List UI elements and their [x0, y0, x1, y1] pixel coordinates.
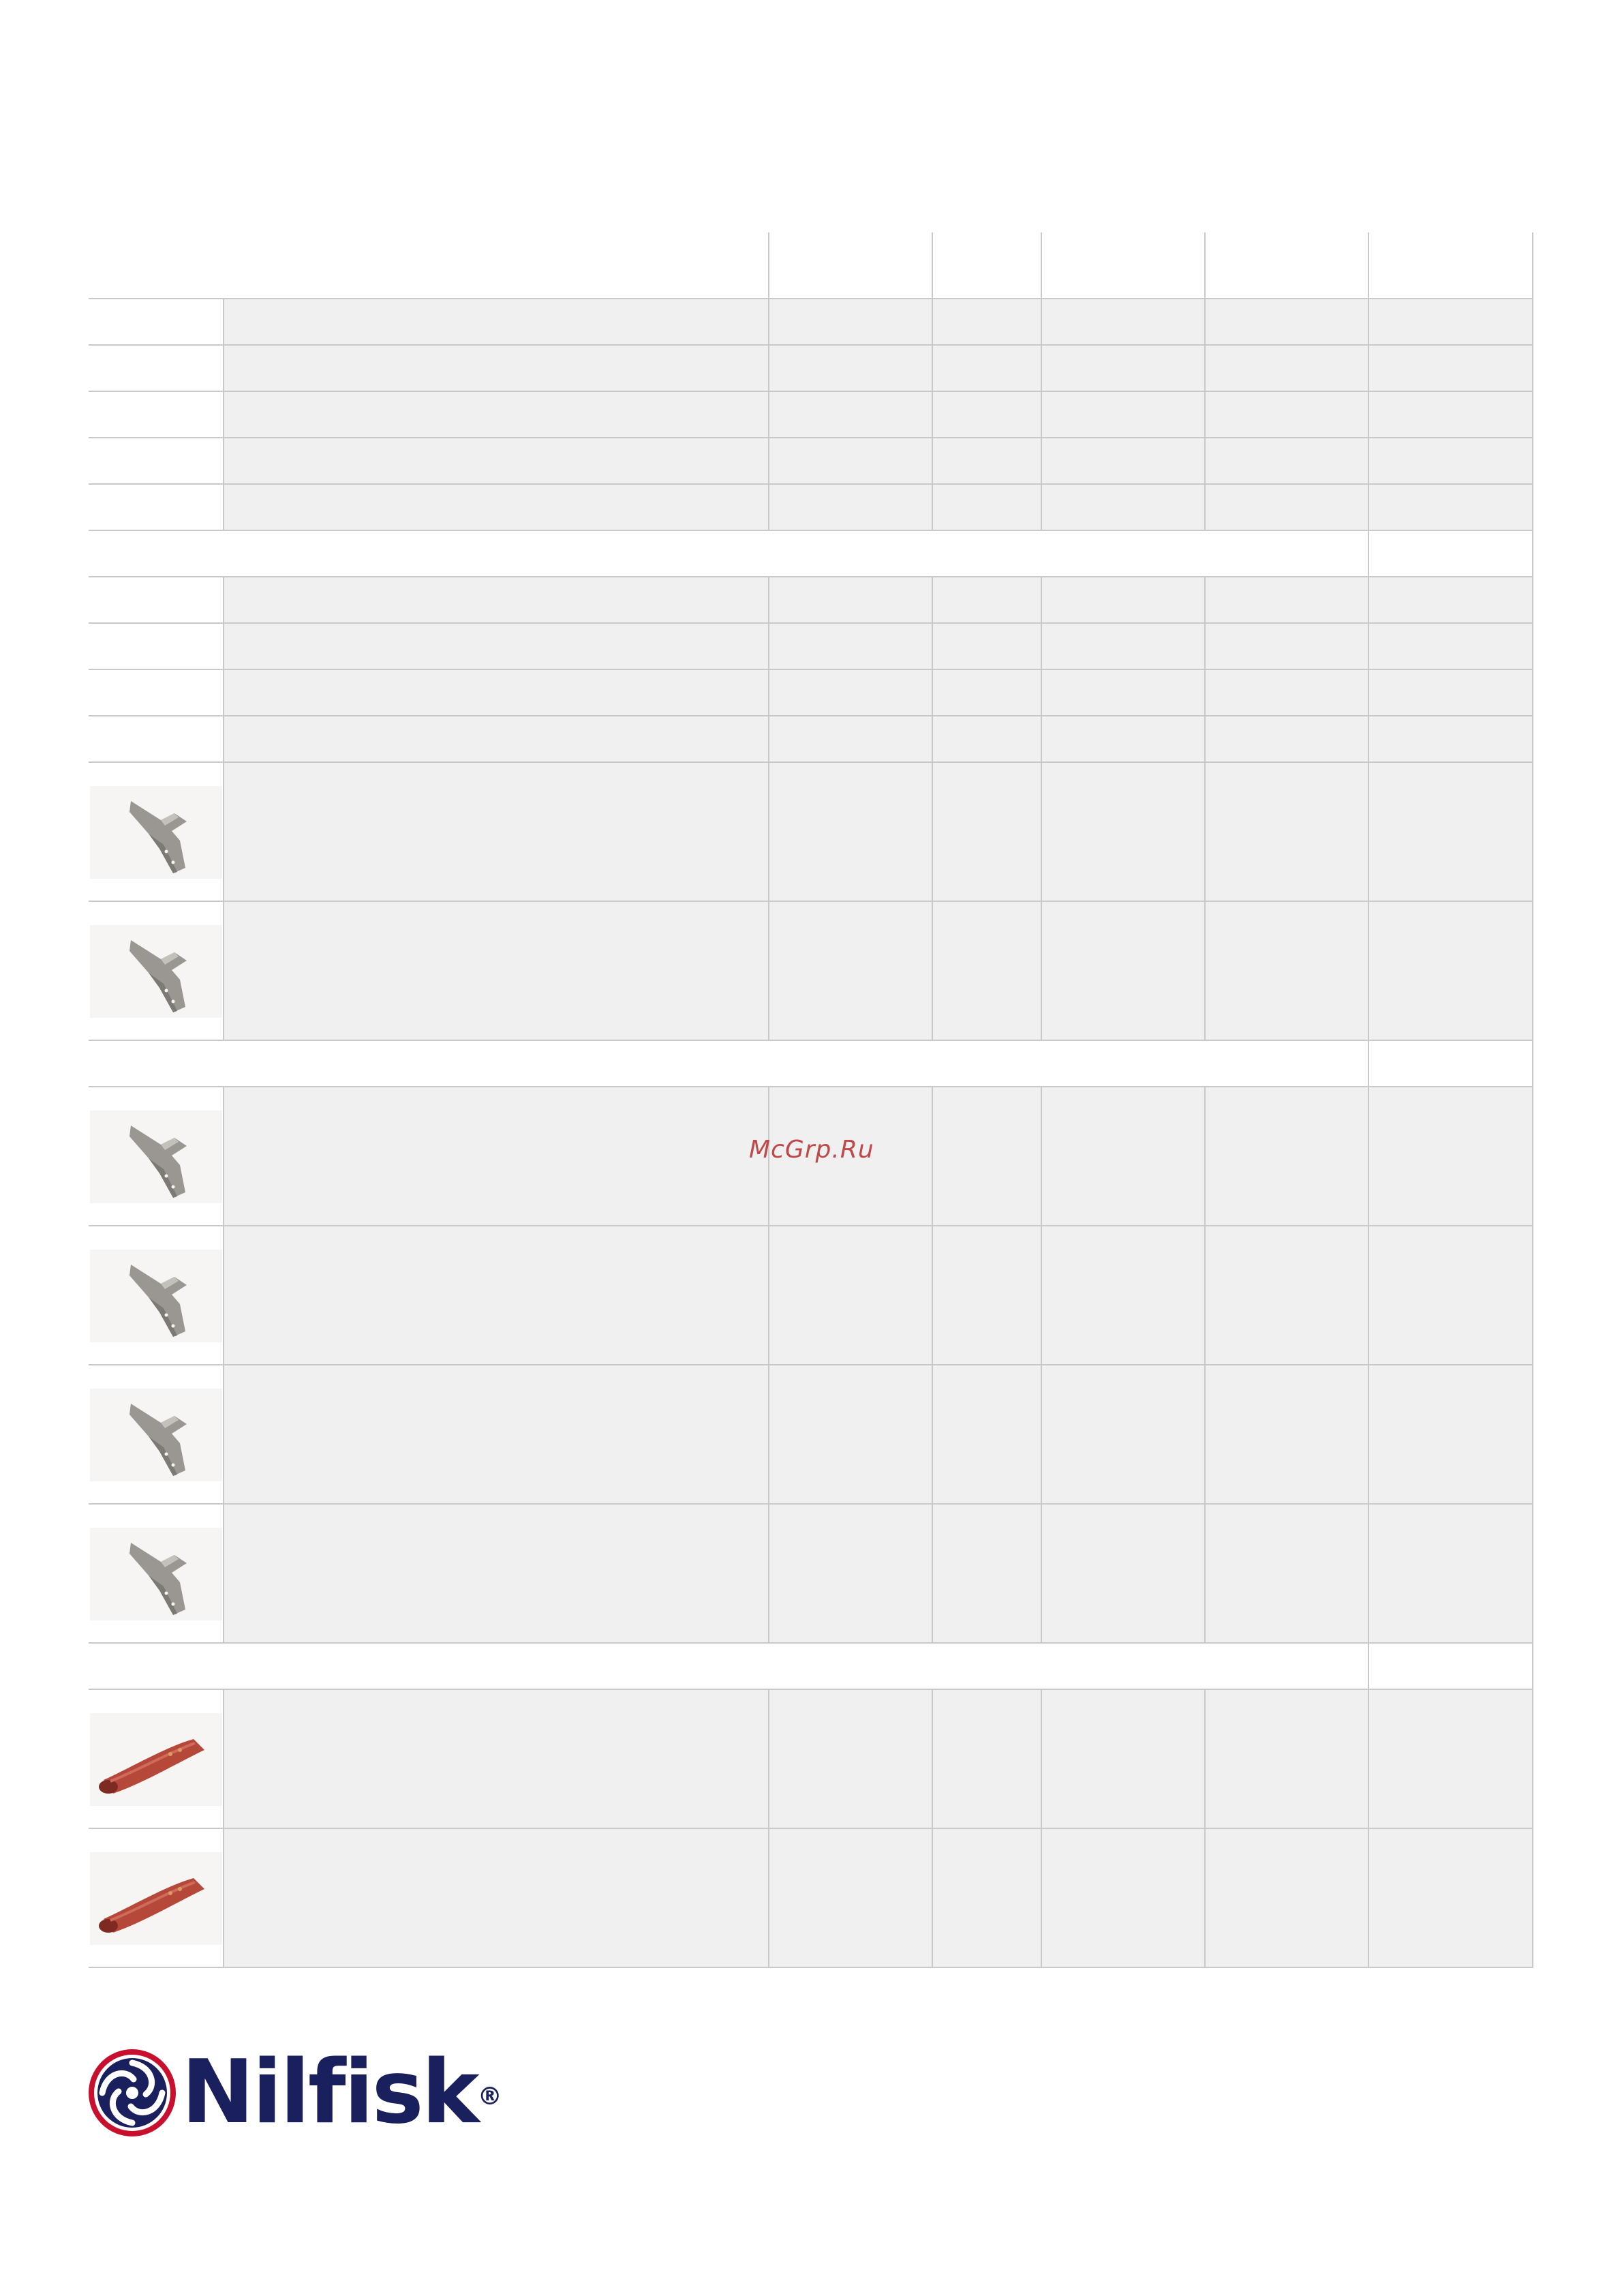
table-cell [1042, 232, 1206, 299]
floor-nozzle-icon [90, 925, 222, 1018]
logo-wordmark [181, 2042, 502, 2143]
floor-nozzle-icon [90, 1250, 222, 1342]
table-cell [224, 1365, 769, 1505]
product-row [89, 1829, 1533, 1968]
table-cell [1369, 1365, 1533, 1505]
table-cell [89, 763, 224, 902]
product-row [89, 902, 1533, 1041]
table-cell [1206, 346, 1369, 392]
table-cell [1369, 902, 1533, 1041]
table-cell [1369, 438, 1533, 485]
table-cell [933, 1505, 1042, 1644]
table-cell [1042, 716, 1206, 763]
table-cell [89, 1041, 1369, 1087]
table-cell [933, 346, 1042, 392]
table-cell [769, 346, 933, 392]
table-cell [769, 1226, 933, 1365]
table-cell [769, 392, 933, 438]
table-cell [89, 438, 224, 485]
table-cell [1206, 232, 1369, 299]
table-cell [1206, 902, 1369, 1041]
product-row [89, 1365, 1533, 1505]
table-cell [89, 716, 224, 763]
table-cell [933, 763, 1042, 902]
table-cell [89, 299, 224, 346]
table-cell [224, 346, 769, 392]
product-table [89, 232, 1533, 1967]
table-row [89, 624, 1533, 670]
table-cell [769, 1829, 933, 1968]
table-cell [1206, 1505, 1369, 1644]
logo-brand: Nilfisk [181, 2042, 478, 2143]
table-cell [769, 1365, 933, 1505]
table-cell [224, 716, 769, 763]
table-cell [89, 1829, 224, 1968]
table-cell [933, 902, 1042, 1041]
table-cell [1369, 763, 1533, 902]
table-cell [1042, 1829, 1206, 1968]
table-cell [1369, 1087, 1533, 1226]
table-cell [769, 1690, 933, 1829]
table-cell [1369, 1041, 1533, 1087]
table-row [89, 346, 1533, 392]
floor-nozzle-icon [90, 1389, 222, 1481]
table-cell [224, 1690, 769, 1829]
table-cell [933, 392, 1042, 438]
table-cell [1369, 346, 1533, 392]
table-cell [933, 1365, 1042, 1505]
table-cell [769, 624, 933, 670]
table-cell [933, 670, 1042, 716]
nilfisk-emblem-icon [86, 2046, 179, 2139]
table-cell [1206, 485, 1369, 531]
table-cell [933, 1690, 1042, 1829]
crevice-tool-icon [90, 1852, 222, 1945]
table-cell [224, 577, 769, 624]
table-cell [1369, 1226, 1533, 1365]
table-cell [89, 1644, 1369, 1690]
table-cell [89, 531, 1369, 577]
table-cell [1206, 577, 1369, 624]
table-cell [89, 624, 224, 670]
product-row [89, 1690, 1533, 1829]
table-cell [933, 232, 1042, 299]
table-cell [933, 716, 1042, 763]
table-cell [89, 902, 224, 1041]
crevice-tool-icon [90, 1713, 222, 1806]
table-cell [89, 1505, 224, 1644]
table-cell [1369, 1505, 1533, 1644]
table-cell [1369, 392, 1533, 438]
table-cell [769, 902, 933, 1041]
table-cell [769, 438, 933, 485]
table-cell [224, 485, 769, 531]
table-cell [1206, 716, 1369, 763]
table-cell [1042, 1087, 1206, 1226]
table-cell [1206, 1226, 1369, 1365]
table-cell [1206, 392, 1369, 438]
table-cell [1369, 624, 1533, 670]
table-cell [933, 485, 1042, 531]
table-cell [1206, 1690, 1369, 1829]
table-cell [769, 299, 933, 346]
floor-nozzle-icon [90, 1528, 222, 1620]
table-cell [224, 763, 769, 902]
table-cell [933, 624, 1042, 670]
table-row [89, 299, 1533, 346]
table-cell [1206, 624, 1369, 670]
floor-nozzle-icon [90, 786, 222, 879]
table-cell [224, 624, 769, 670]
table-cell [89, 1690, 224, 1829]
table-cell [933, 1087, 1042, 1226]
table-cell [1369, 670, 1533, 716]
table-cell [1369, 716, 1533, 763]
table-cell [89, 232, 769, 299]
table-cell [769, 716, 933, 763]
table-cell [224, 438, 769, 485]
section-separator-row [89, 1041, 1533, 1087]
table-cell [1042, 299, 1206, 346]
table-cell [1206, 1087, 1369, 1226]
watermark: McGrp.Ru [749, 1136, 874, 1164]
table-cell [89, 670, 224, 716]
table-row [89, 577, 1533, 624]
table-cell [224, 392, 769, 438]
table-cell [1369, 232, 1533, 299]
table-cell [1206, 763, 1369, 902]
table-cell [933, 1829, 1042, 1968]
table-cell [1369, 531, 1533, 577]
table-row [89, 716, 1533, 763]
table-cell [1369, 299, 1533, 346]
table-cell [224, 670, 769, 716]
table-cell [1042, 1505, 1206, 1644]
table-row [89, 392, 1533, 438]
table-cell [1206, 438, 1369, 485]
table-cell [933, 438, 1042, 485]
table-cell [933, 1226, 1042, 1365]
table-cell [1206, 1829, 1369, 1968]
table-cell [89, 1226, 224, 1365]
table-row [89, 670, 1533, 716]
table-cell [769, 577, 933, 624]
table-cell [1042, 1365, 1206, 1505]
table-cell [1206, 299, 1369, 346]
table-cell [769, 763, 933, 902]
logo-registered-mark: ® [477, 2083, 502, 2111]
table-header-row [89, 232, 1533, 299]
table-cell [89, 346, 224, 392]
section-separator-row [89, 1644, 1533, 1690]
table-cell [1042, 438, 1206, 485]
product-row [89, 1505, 1533, 1644]
table-cell [1369, 1690, 1533, 1829]
table-cell [89, 1365, 224, 1505]
table-cell [769, 485, 933, 531]
table-cell [1042, 577, 1206, 624]
table-cell [224, 1829, 769, 1968]
floor-nozzle-icon [90, 1111, 222, 1203]
table-cell [769, 1505, 933, 1644]
table-cell [1369, 1644, 1533, 1690]
table-cell [1042, 485, 1206, 531]
table-cell [1369, 485, 1533, 531]
table-cell [1042, 902, 1206, 1041]
table-cell [1042, 1226, 1206, 1365]
table-cell [224, 1226, 769, 1365]
table-cell [933, 299, 1042, 346]
table-cell [1369, 1829, 1533, 1968]
table-cell [1206, 670, 1369, 716]
table-cell [1042, 624, 1206, 670]
table-cell [89, 485, 224, 531]
table-cell [89, 1087, 224, 1226]
table-cell [224, 1505, 769, 1644]
table-cell [89, 577, 224, 624]
table-cell [1042, 1690, 1206, 1829]
section-separator-row [89, 531, 1533, 577]
table-cell [1206, 1365, 1369, 1505]
table-cell [1042, 763, 1206, 902]
product-row [89, 1226, 1533, 1365]
table-cell [769, 232, 933, 299]
table-cell [224, 1087, 769, 1226]
table-cell [769, 670, 933, 716]
table-cell [89, 392, 224, 438]
table-cell [1369, 577, 1533, 624]
product-row [89, 763, 1533, 902]
table-cell [224, 902, 769, 1041]
nilfisk-logo [86, 2042, 549, 2143]
table-cell [1042, 392, 1206, 438]
table-cell [1042, 346, 1206, 392]
table-cell [224, 299, 769, 346]
table-cell [1042, 670, 1206, 716]
table-cell [933, 577, 1042, 624]
table-row [89, 485, 1533, 531]
table-row [89, 438, 1533, 485]
